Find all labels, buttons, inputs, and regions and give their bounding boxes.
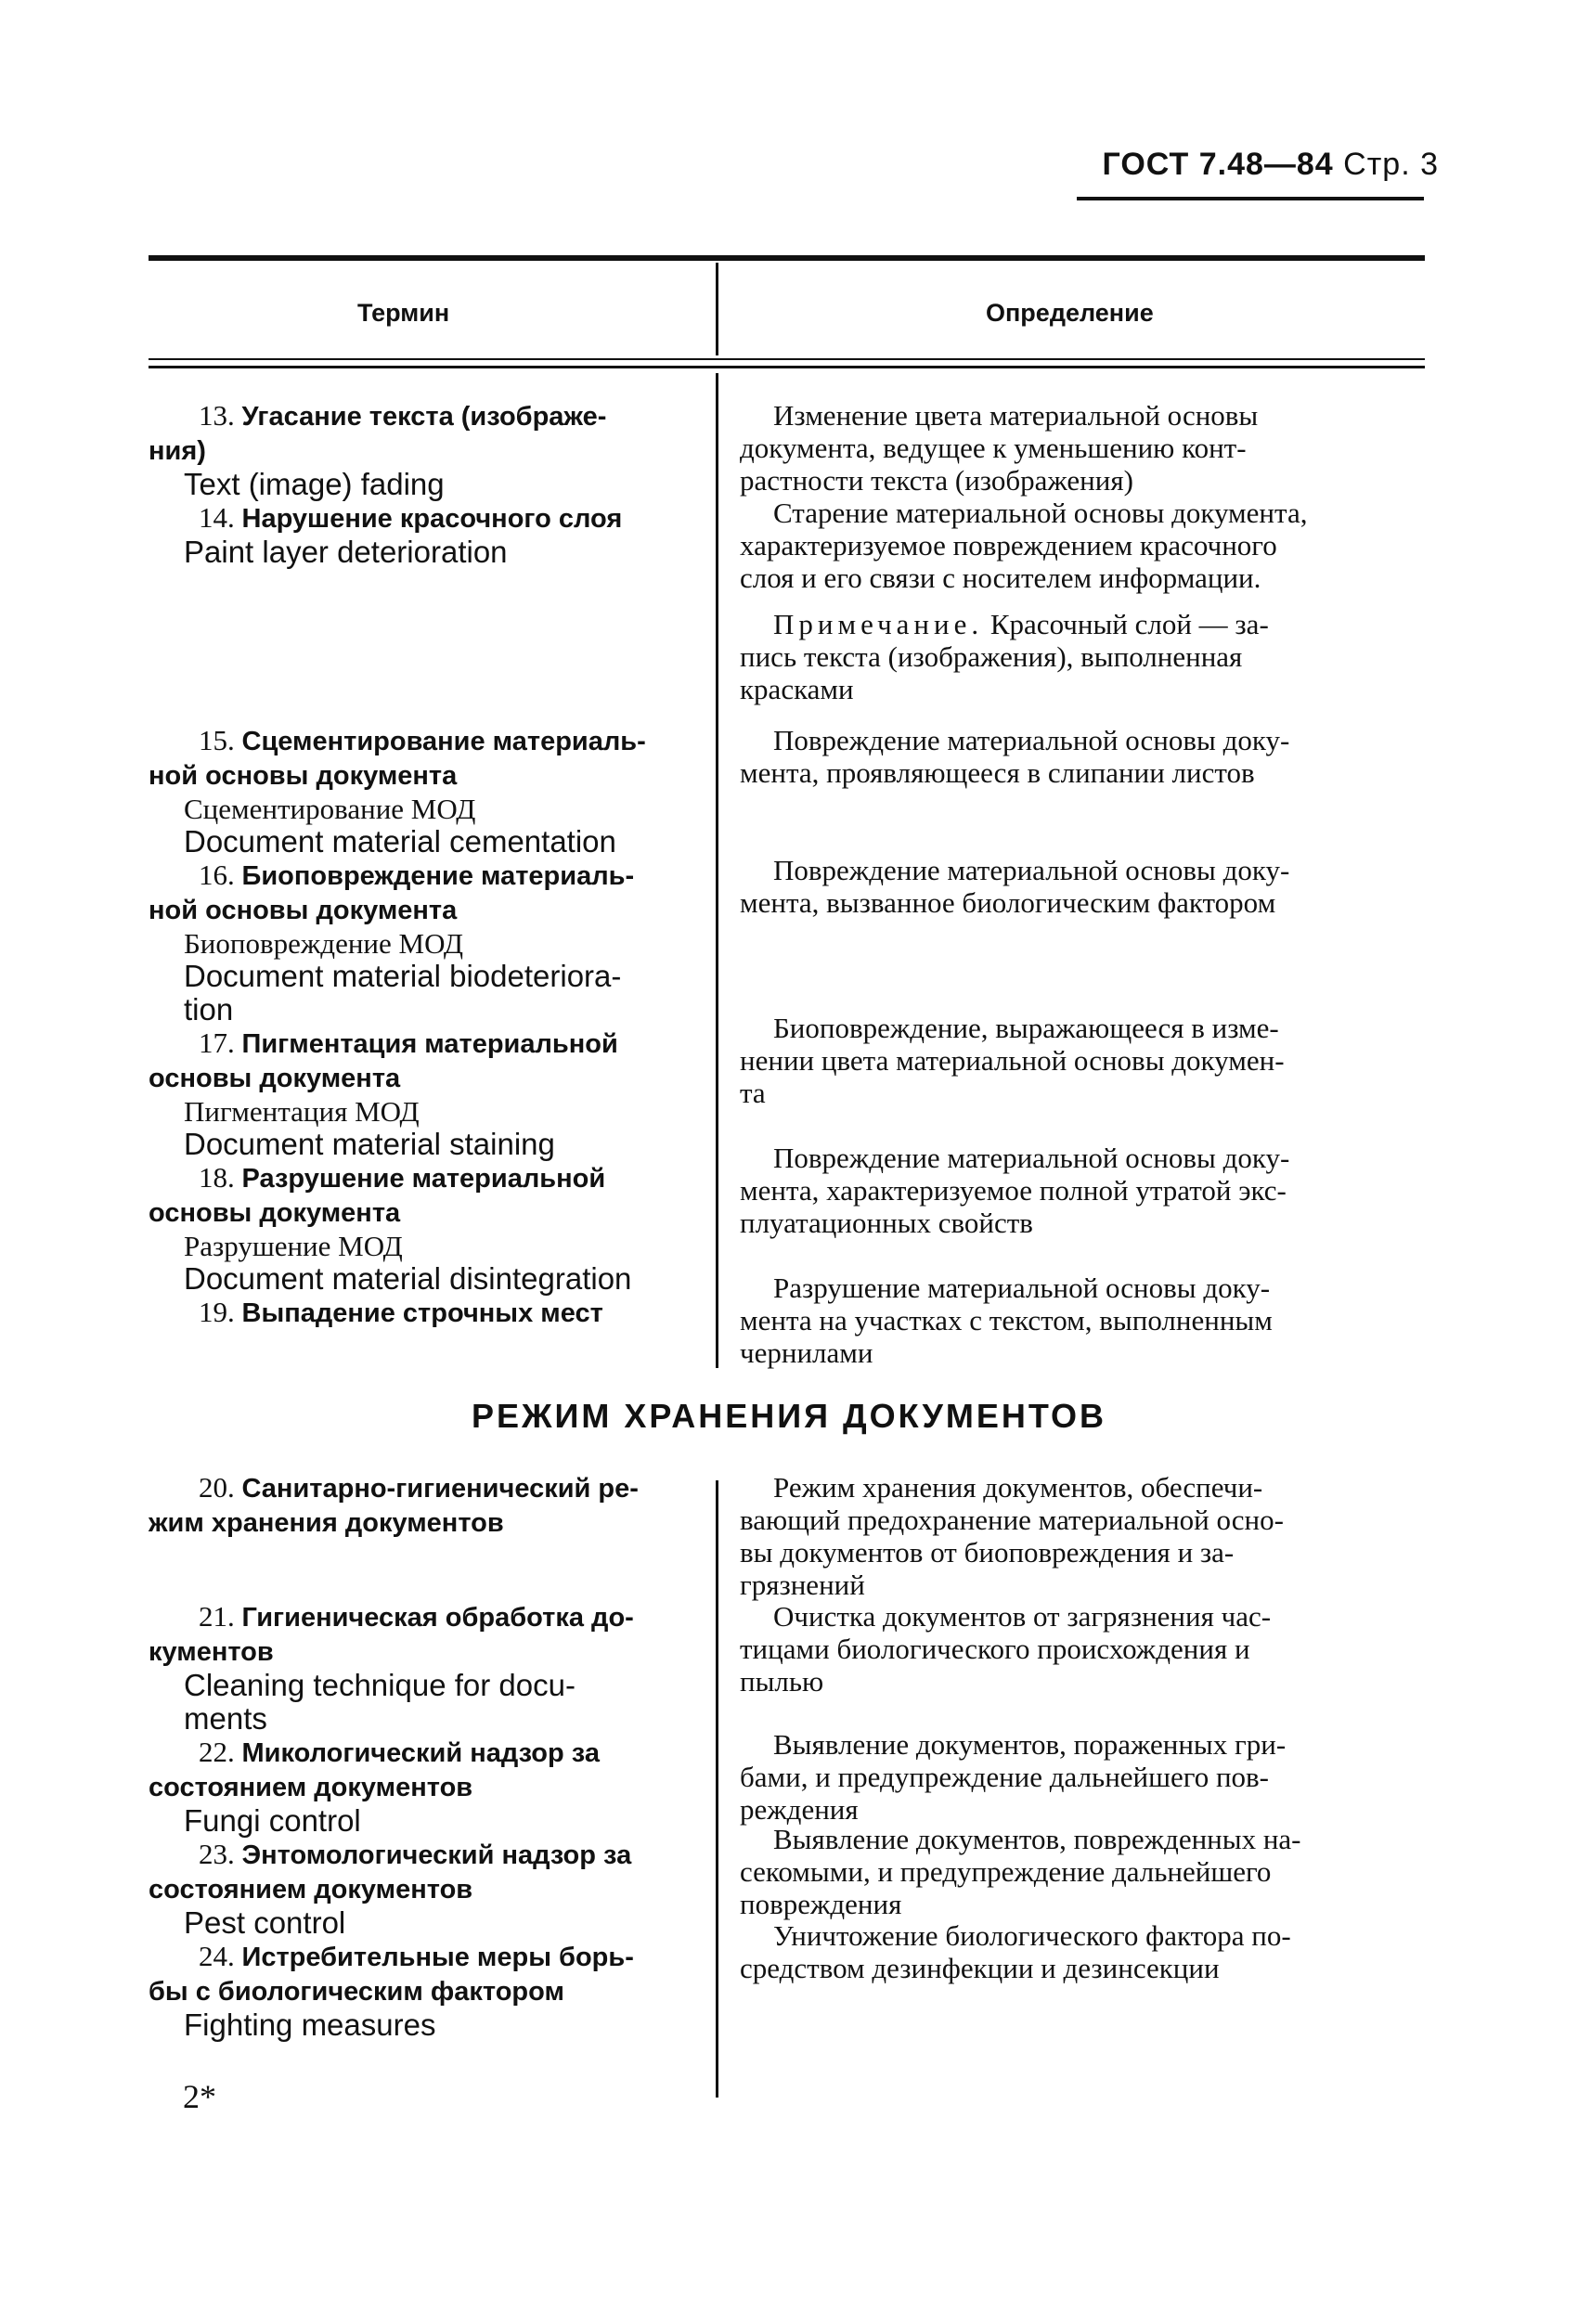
term-english: Paint layer deterioration	[184, 535, 508, 569]
term-english: Document material staining	[184, 1127, 555, 1161]
definition-text: тицами биологического происхождения и	[740, 1633, 1250, 1665]
term-number: 14.	[199, 501, 242, 534]
definition-line	[740, 1174, 1289, 1207]
definition-text: Повреждение материальной основы доку-	[773, 1142, 1290, 1174]
term-line	[149, 859, 646, 893]
definition-line	[740, 464, 1258, 497]
definition-line	[740, 529, 1307, 562]
definition-line	[740, 1272, 1273, 1304]
definition-line	[740, 1536, 1284, 1569]
definition-text: вы документов от биоповреждения и за-	[740, 1536, 1235, 1569]
term-line	[149, 793, 646, 825]
term-block	[149, 724, 646, 1330]
term-number: 15.	[199, 724, 242, 756]
definition-line	[740, 1077, 1285, 1109]
term-line	[149, 1195, 646, 1230]
definition-text: мента, проявляющееся в слипании листов	[740, 756, 1255, 789]
term-number: 24.	[199, 1940, 242, 1972]
definition-line	[740, 1793, 1286, 1826]
term-block	[149, 1471, 639, 1540]
term-line	[149, 1061, 646, 1095]
term-line	[149, 1634, 634, 1669]
definition-text: характеризуемое повреждением красочного	[740, 529, 1277, 562]
term-title: Энтомологический надзор за	[241, 1840, 632, 1870]
column-header-term: Термин	[357, 299, 450, 327]
table-head-rule	[149, 358, 1425, 360]
definition-text: нении цвета материальной основы докумен-	[740, 1044, 1285, 1077]
term-line	[149, 1906, 634, 1940]
definition-line	[740, 724, 1289, 756]
term-title: Пигментация материальной	[241, 1029, 618, 1059]
definition	[740, 399, 1258, 497]
term-block	[149, 1600, 634, 2042]
term-english: Fighting measures	[184, 2008, 436, 2042]
definition-line	[740, 1142, 1289, 1174]
definition-line	[740, 886, 1289, 919]
definition-text: мента, вызванное биологическим фактором	[740, 886, 1276, 919]
definition	[740, 1471, 1284, 1601]
definition-text: плуатационных свойств	[740, 1207, 1033, 1239]
definition-line	[740, 1569, 1284, 1601]
definition-line	[740, 1336, 1273, 1369]
definition-text: пись текста (изображения), выполненная	[740, 640, 1243, 673]
term-line	[149, 1026, 646, 1061]
definition-text: Разрушение материальной основы доку-	[773, 1272, 1271, 1304]
definition-text: чернилами	[740, 1336, 873, 1369]
term-number: 21.	[199, 1600, 242, 1633]
definition-line	[740, 640, 1269, 673]
definition-line	[740, 1207, 1289, 1239]
term-title: Разрушение материальной	[241, 1164, 606, 1194]
term-english: Document material biodeteriora-	[184, 959, 622, 993]
definition-text: Выявление документов, поврежденных на-	[773, 1823, 1301, 1855]
term-line	[149, 501, 622, 536]
definition-text: Изменение цвета материальной основы	[773, 399, 1259, 432]
definition-text: слоя и его связи с носителем информации.	[740, 562, 1261, 594]
term-line	[149, 960, 646, 993]
term-english: Pest control	[184, 1905, 346, 1940]
definition-text: повреждения	[740, 1888, 902, 1920]
term-line	[149, 1230, 646, 1262]
definition-line	[740, 1504, 1284, 1536]
definition-line	[740, 1855, 1301, 1888]
term-title: основы документа	[149, 1064, 401, 1093]
definition-text: Режим хранения документов, обеспечи-	[773, 1471, 1263, 1504]
definition	[740, 724, 1289, 789]
term-title: Гигиеническая обработка до-	[241, 1603, 634, 1633]
table-top-rule	[149, 255, 1425, 261]
term-english: tion	[184, 992, 234, 1026]
term-line	[149, 1128, 646, 1161]
definition-line	[740, 1665, 1271, 1698]
column-divider-lower	[716, 1480, 718, 2098]
term-line	[149, 2008, 634, 2042]
term-line	[149, 1471, 639, 1505]
definition-text: грязнений	[740, 1569, 865, 1601]
definition-line	[740, 1761, 1286, 1793]
term-title: Выпадение строчных мест	[241, 1298, 603, 1328]
term-english: ments	[184, 1701, 267, 1736]
term-block	[149, 399, 622, 569]
note-label: Примечание.	[773, 608, 984, 640]
definition	[740, 1823, 1301, 1920]
term-line	[149, 399, 622, 433]
definition-line	[740, 608, 1269, 640]
term-title: Сцементирование материаль-	[241, 727, 646, 756]
definition-text: документа, ведущее к уменьшению конт-	[740, 432, 1247, 464]
term-line	[149, 893, 646, 927]
term-line	[149, 468, 622, 501]
column-header-definition: Определение	[986, 299, 1154, 327]
definition-line	[740, 1888, 1301, 1920]
term-line	[149, 1669, 634, 1702]
header-rule	[1077, 197, 1424, 200]
definition-line	[740, 432, 1258, 464]
definition-text: мента, характеризуемое полной утратой экс-	[740, 1174, 1287, 1207]
term-number: 17.	[199, 1026, 242, 1059]
term-abbrev: Разрушение МОД	[184, 1230, 403, 1262]
term-line	[149, 758, 646, 793]
term-title: ния)	[149, 436, 206, 466]
term-title: Нарушение красочного слоя	[241, 504, 623, 534]
term-title: ной основы документа	[149, 896, 458, 925]
standard-number: ГОСТ 7.48—84	[1102, 147, 1334, 182]
term-title: состоянием документов	[149, 1875, 473, 1904]
term-line	[149, 1600, 634, 1634]
definition-line	[740, 1600, 1271, 1633]
head-divider	[716, 263, 718, 355]
term-number: 23.	[199, 1838, 242, 1870]
definition-text: секомыми, и предупреждение дальнейшего	[740, 1855, 1272, 1888]
term-title: бы с биологическим фактором	[149, 1977, 564, 2007]
definition	[740, 1919, 1291, 1984]
term-number: 16.	[199, 859, 242, 891]
definition-line	[740, 756, 1289, 789]
term-title: Угасание текста (изображе-	[241, 402, 607, 432]
term-line	[149, 1736, 634, 1770]
term-line	[149, 1505, 639, 1540]
page-number: Стр. 3	[1343, 147, 1439, 182]
definition-text: мента на участках с текстом, выполненным	[740, 1304, 1273, 1336]
definition-text: Красочный слой — за-	[983, 608, 1269, 640]
term-english: Text (image) fading	[184, 467, 445, 501]
term-title: Санитарно-гигиенический ре-	[241, 1474, 639, 1504]
term-line	[149, 1872, 634, 1906]
term-line	[149, 1702, 634, 1736]
definition-line	[740, 1304, 1273, 1336]
definition	[740, 497, 1307, 594]
term-number: 22.	[199, 1736, 242, 1768]
term-title: жим хранения документов	[149, 1508, 504, 1538]
term-line	[149, 1161, 646, 1195]
term-title: ной основы документа	[149, 761, 458, 791]
definition-line	[740, 1012, 1285, 1044]
term-number: 20.	[199, 1471, 242, 1504]
term-line	[149, 927, 646, 960]
definition-line	[740, 1919, 1291, 1952]
term-line	[149, 536, 622, 569]
definition-text: красками	[740, 673, 854, 705]
definition	[740, 1142, 1289, 1239]
definition	[740, 1272, 1273, 1369]
definition-text: средством дезинфекции и дезинсекции	[740, 1952, 1220, 1984]
term-line	[149, 433, 622, 468]
term-abbrev: Биоповреждение МОД	[184, 927, 464, 960]
definition-text: та	[740, 1077, 766, 1109]
definition	[740, 854, 1289, 919]
definition-text: реждения	[740, 1793, 859, 1826]
definition-text: Повреждение материальной основы доку-	[773, 724, 1290, 756]
definition-text: Уничтожение биологического фактора по-	[773, 1919, 1291, 1952]
term-line	[149, 1838, 634, 1872]
definition-line	[740, 497, 1307, 529]
page-header	[1103, 147, 1439, 183]
term-title: Микологический надзор за	[241, 1738, 600, 1768]
term-line	[149, 724, 646, 758]
term-title: кументов	[149, 1637, 274, 1667]
definition-line	[740, 1044, 1285, 1077]
footer-mark: 2*	[183, 2078, 216, 2115]
term-title: Биоповреждение материаль-	[241, 861, 635, 891]
term-line	[149, 993, 646, 1026]
definition-text: растности текста (изображения)	[740, 464, 1133, 497]
section-title: РЕЖИМ ХРАНЕНИЯ ДОКУМЕНТОВ	[471, 1397, 1107, 1435]
table-head-rule-double	[149, 366, 1425, 368]
term-english: Document material cementation	[184, 824, 616, 859]
term-line	[149, 1095, 646, 1128]
definition-line	[740, 399, 1258, 432]
term-title: Истребительные меры борь-	[241, 1943, 634, 1972]
definition-line	[740, 1633, 1271, 1665]
column-divider	[716, 373, 718, 1368]
definition-line	[740, 673, 1269, 705]
definition-text: Очистка документов от загрязнения час-	[773, 1600, 1272, 1633]
term-abbrev: Пигментация МОД	[184, 1095, 420, 1128]
term-line	[149, 1974, 634, 2008]
term-line	[149, 1940, 634, 1974]
term-english: Fungi control	[184, 1803, 361, 1838]
term-english: Cleaning technique for docu-	[184, 1668, 576, 1702]
definition-line	[740, 854, 1289, 886]
definition-line	[740, 562, 1307, 594]
definition	[740, 1600, 1271, 1698]
term-english: Document material disintegration	[184, 1261, 632, 1296]
term-number: 13.	[199, 399, 242, 432]
definition-text: Биоповреждение, выражающееся в изме-	[773, 1012, 1279, 1044]
term-line	[149, 825, 646, 859]
definition	[740, 1728, 1286, 1826]
definition-line	[740, 1952, 1291, 1984]
term-line	[149, 1296, 646, 1330]
definition-text: Выявление документов, пораженных гри-	[773, 1728, 1287, 1761]
term-line	[149, 1262, 646, 1296]
definition-text: пылью	[740, 1665, 824, 1698]
term-title: состоянием документов	[149, 1773, 473, 1802]
definition-line	[740, 1823, 1301, 1855]
definition-line	[740, 1471, 1284, 1504]
definition-text: бами, и предупреждение дальнейшего пов-	[740, 1761, 1270, 1793]
definition-text: Повреждение материальной основы доку-	[773, 854, 1290, 886]
term-number: 19.	[199, 1296, 242, 1328]
definition-text: вающий предохранение материальной осно-	[740, 1504, 1284, 1536]
term-title: основы документа	[149, 1198, 401, 1228]
definition	[740, 1012, 1285, 1109]
term-abbrev: Сцементирование МОД	[184, 793, 476, 825]
definition-line	[740, 1728, 1286, 1761]
term-line	[149, 1770, 634, 1804]
term-number: 18.	[199, 1161, 242, 1194]
definition-note	[740, 608, 1269, 705]
definition-text: Старение материальной основы документа,	[773, 497, 1308, 529]
term-line	[149, 1804, 634, 1838]
